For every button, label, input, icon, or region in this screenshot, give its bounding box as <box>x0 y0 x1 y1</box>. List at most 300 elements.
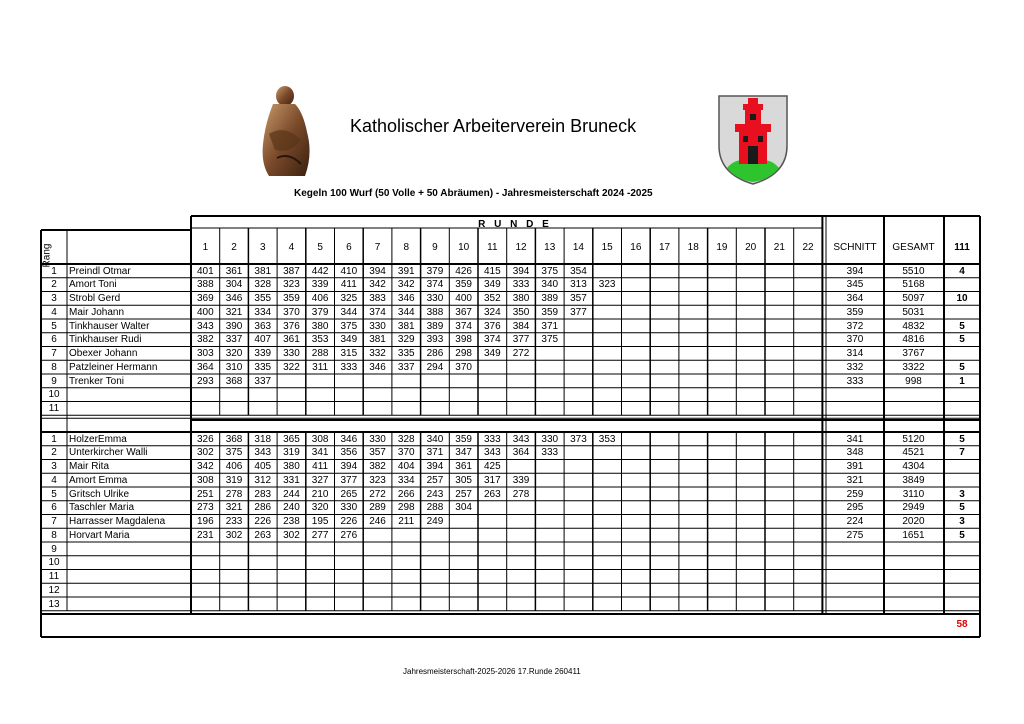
score-cell: 304 <box>455 502 472 514</box>
score-cell: 407 <box>254 334 272 346</box>
gesamt-cell: 3849 <box>902 474 925 486</box>
player-name: Amort Toni <box>69 279 117 291</box>
gesamt-cell: 2949 <box>902 502 925 514</box>
gesamt-header: GESAMT <box>892 242 935 253</box>
score-cell: 308 <box>311 433 329 445</box>
score-cell: 298 <box>455 348 472 359</box>
round-header-12: 12 <box>515 242 527 253</box>
score-cell: 389 <box>426 320 444 332</box>
player-name: Tinkhauser Walter <box>69 320 150 332</box>
rank-cell: 10 <box>48 389 60 401</box>
points-cell: 4 <box>959 265 965 277</box>
score-cell: 359 <box>283 293 300 304</box>
rank-cell: 9 <box>51 543 57 555</box>
round-header-5: 5 <box>317 242 323 253</box>
score-cell: 238 <box>283 516 300 527</box>
score-cell: 337 <box>254 375 272 387</box>
score-cell: 343 <box>254 447 272 459</box>
score-cell: 302 <box>283 529 300 541</box>
player-name: Obexer Johann <box>69 348 138 359</box>
rank-cell: 2 <box>51 279 57 291</box>
score-cell: 283 <box>254 488 272 500</box>
rank-cell: 1 <box>51 433 57 445</box>
score-cell: 342 <box>369 279 386 291</box>
score-cell: 355 <box>254 293 272 304</box>
score-cell: 226 <box>254 516 272 527</box>
score-cell: 272 <box>512 348 530 359</box>
score-cell: 375 <box>340 320 358 332</box>
score-cell: 249 <box>426 516 444 527</box>
score-cell: 400 <box>197 306 214 318</box>
score-cell: 315 <box>340 348 358 359</box>
score-cell: 349 <box>484 348 501 359</box>
score-cell: 276 <box>340 529 358 541</box>
score-cell: 376 <box>283 320 300 332</box>
score-cell: 263 <box>484 488 501 500</box>
rank-cell: 2 <box>51 447 57 459</box>
grand-total-points: 58 <box>956 619 968 630</box>
score-cell: 294 <box>426 361 444 373</box>
schnitt-cell: 295 <box>846 502 864 514</box>
score-cell: 233 <box>225 516 243 527</box>
score-cell: 391 <box>397 265 415 277</box>
score-cell: 368 <box>225 433 243 445</box>
score-cell: 374 <box>484 334 501 346</box>
score-cell: 361 <box>455 461 472 472</box>
score-cell: 195 <box>311 516 329 527</box>
score-cell: 321 <box>225 502 243 514</box>
score-cell: 390 <box>225 320 243 332</box>
points-cell: 5 <box>959 529 965 541</box>
score-cell: 293 <box>197 375 214 387</box>
score-cell: 330 <box>426 293 444 304</box>
round-header-18: 18 <box>687 242 699 253</box>
score-cell: 374 <box>369 306 386 318</box>
score-cell: 340 <box>541 279 559 291</box>
score-cell: 388 <box>197 279 214 291</box>
points-cell: 3 <box>959 516 965 527</box>
player-name: Taschler Maria <box>69 502 135 514</box>
score-cell: 375 <box>541 334 559 346</box>
schnitt-cell: 314 <box>846 348 864 359</box>
player-name: Gritsch Ulrike <box>69 488 130 500</box>
round-header-1: 1 <box>202 242 209 253</box>
player-name: Patzleiner Hermann <box>69 361 158 373</box>
round-header-17: 17 <box>658 242 671 253</box>
score-cell: 388 <box>426 306 444 318</box>
score-cell: 328 <box>254 279 272 291</box>
score-cell: 337 <box>225 334 243 346</box>
score-cell: 426 <box>455 265 472 277</box>
schnitt-header: SCHNITT <box>833 242 877 253</box>
score-cell: 278 <box>512 488 530 500</box>
gesamt-cell: 4304 <box>902 461 925 472</box>
score-cell: 257 <box>455 488 472 500</box>
score-cell: 379 <box>311 306 329 318</box>
score-cell: 425 <box>484 461 501 472</box>
round-header-16: 16 <box>630 242 642 253</box>
score-cell: 273 <box>197 502 214 514</box>
points-cell: 10 <box>956 293 968 304</box>
score-cell: 379 <box>426 265 444 277</box>
score-cell: 342 <box>197 461 214 472</box>
rank-cell: 6 <box>51 334 57 346</box>
score-cell: 346 <box>369 361 386 373</box>
score-cell: 346 <box>225 293 243 304</box>
score-cell: 380 <box>283 461 300 472</box>
points-cell: 5 <box>959 433 965 445</box>
score-cell: 405 <box>254 461 272 472</box>
rank-cell: 11 <box>48 403 60 414</box>
score-cell: 312 <box>254 474 272 486</box>
score-cell: 341 <box>311 447 329 459</box>
schnitt-cell: 348 <box>846 447 864 459</box>
score-cell: 331 <box>283 474 300 486</box>
score-cell: 394 <box>426 461 444 472</box>
schnitt-cell: 372 <box>846 320 864 332</box>
score-cell: 375 <box>225 447 243 459</box>
round-header-20: 20 <box>745 242 757 253</box>
score-cell: 320 <box>225 348 243 359</box>
score-cell: 288 <box>426 502 444 514</box>
schnitt-cell: 321 <box>846 474 864 486</box>
score-cell: 339 <box>311 279 329 291</box>
score-cell: 364 <box>197 361 214 373</box>
score-cell: 357 <box>369 447 386 459</box>
score-cell: 302 <box>197 447 214 459</box>
rank-cell: 5 <box>51 488 57 500</box>
gesamt-cell: 5097 <box>902 293 925 304</box>
score-cell: 319 <box>283 447 300 459</box>
score-cell: 339 <box>512 474 530 486</box>
round-header-10: 10 <box>458 242 470 253</box>
score-cell: 370 <box>283 306 300 318</box>
schnitt-cell: 332 <box>846 361 864 373</box>
points-cell: 5 <box>959 334 965 346</box>
round-header-19: 19 <box>716 242 728 253</box>
score-cell: 340 <box>426 433 444 445</box>
score-cell: 406 <box>311 293 329 304</box>
score-cell: 367 <box>455 306 472 318</box>
score-cell: 303 <box>197 348 214 359</box>
score-cell: 369 <box>197 293 214 304</box>
score-cell: 352 <box>484 293 501 304</box>
page-title: Katholischer Arbeiterverein Bruneck <box>350 116 637 136</box>
score-cell: 415 <box>484 265 501 277</box>
rank-cell: 5 <box>51 320 57 332</box>
score-cell: 346 <box>397 293 415 304</box>
score-cell: 400 <box>455 293 472 304</box>
score-cell: 356 <box>340 447 358 459</box>
score-cell: 339 <box>254 348 272 359</box>
score-cell: 334 <box>397 474 415 486</box>
rank-cell: 3 <box>51 461 57 472</box>
round-header-22: 22 <box>802 242 814 253</box>
score-cell: 389 <box>541 293 559 304</box>
score-cell: 406 <box>225 461 243 472</box>
score-cell: 265 <box>340 488 358 500</box>
gesamt-cell: 5168 <box>902 279 925 291</box>
gesamt-cell: 998 <box>905 375 922 387</box>
round-header-21: 21 <box>773 242 785 253</box>
gesamt-cell: 1651 <box>902 529 925 541</box>
score-cell: 364 <box>512 447 530 459</box>
rank-cell: 6 <box>51 502 57 514</box>
rank-cell: 8 <box>51 529 57 541</box>
score-cell: 298 <box>397 502 415 514</box>
score-cell: 333 <box>340 361 358 373</box>
gesamt-cell: 5031 <box>902 306 925 318</box>
rank-cell: 9 <box>51 375 57 387</box>
score-cell: 374 <box>455 320 472 332</box>
score-cell: 359 <box>541 306 559 318</box>
round-header-8: 8 <box>403 242 410 253</box>
score-cell: 288 <box>311 348 329 359</box>
score-cell: 401 <box>197 265 214 277</box>
score-cell: 368 <box>225 375 243 387</box>
runde-label: R U N D E <box>478 219 552 230</box>
score-cell: 371 <box>541 320 559 332</box>
round-header-9: 9 <box>432 242 438 253</box>
gesamt-cell: 3767 <box>902 348 925 359</box>
score-cell: 211 <box>398 516 415 527</box>
score-cell: 231 <box>197 529 214 541</box>
score-cell: 304 <box>225 279 243 291</box>
score-cell: 330 <box>369 433 386 445</box>
score-cell: 333 <box>541 447 559 459</box>
gesamt-cell: 2020 <box>902 516 925 527</box>
rank-cell: 11 <box>48 571 60 582</box>
rank-cell: 12 <box>48 584 60 596</box>
score-cell: 381 <box>397 320 415 332</box>
rank-cell: 4 <box>51 306 57 318</box>
gesamt-cell: 5510 <box>902 265 925 277</box>
score-cell: 246 <box>369 516 386 527</box>
gesamt-cell: 3110 <box>902 488 925 500</box>
score-cell: 344 <box>340 306 358 318</box>
score-cell: 349 <box>484 279 501 291</box>
schnitt-cell: 370 <box>846 334 864 346</box>
score-cell: 196 <box>197 516 214 527</box>
round-header-11: 11 <box>487 242 498 253</box>
score-cell: 327 <box>311 474 329 486</box>
round-header-14: 14 <box>572 242 584 253</box>
score-cell: 334 <box>254 306 272 318</box>
points-cell: 5 <box>959 320 965 332</box>
player-name: Preindl Otmar <box>69 265 131 277</box>
schnitt-cell: 359 <box>846 306 864 318</box>
score-cell: 398 <box>455 334 472 346</box>
score-cell: 308 <box>197 474 214 486</box>
player-name: Unterkircher Walli <box>69 447 148 459</box>
score-cell: 324 <box>484 306 501 318</box>
score-cell: 335 <box>397 348 415 359</box>
score-cell: 330 <box>340 502 358 514</box>
score-cell: 342 <box>397 279 415 291</box>
score-cell: 266 <box>397 488 415 500</box>
score-cell: 387 <box>283 265 300 277</box>
score-cell: 363 <box>254 320 272 332</box>
score-cell: 381 <box>369 334 386 346</box>
score-cell: 377 <box>340 474 358 486</box>
score-cell: 317 <box>484 474 501 486</box>
player-name: Mair Rita <box>69 461 110 472</box>
score-cell: 376 <box>484 320 501 332</box>
score-cell: 289 <box>369 502 386 514</box>
gesamt-cell: 5120 <box>902 433 925 445</box>
score-cell: 305 <box>455 474 472 486</box>
score-cell: 257 <box>426 474 444 486</box>
points-cell: 7 <box>959 447 965 459</box>
player-name: HolzerEmma <box>69 433 127 445</box>
score-cell: 394 <box>340 461 358 472</box>
score-cell: 311 <box>312 361 329 373</box>
score-cell: 410 <box>340 265 358 277</box>
score-cell: 337 <box>397 361 415 373</box>
score-cell: 404 <box>397 461 415 472</box>
score-cell: 323 <box>598 279 616 291</box>
score-cell: 393 <box>426 334 444 346</box>
gesamt-cell: 4816 <box>902 334 925 346</box>
player-name: Trenker Toni <box>69 375 125 387</box>
score-cell: 374 <box>426 279 444 291</box>
rank-cell: 10 <box>48 557 60 569</box>
rank-cell: 8 <box>51 361 57 373</box>
score-cell: 371 <box>426 447 444 459</box>
score-cell: 377 <box>512 334 530 346</box>
schnitt-cell: 391 <box>846 461 864 472</box>
score-cell: 333 <box>484 433 501 445</box>
score-cell: 244 <box>283 488 300 500</box>
score-cell: 370 <box>455 361 472 373</box>
score-cell: 394 <box>369 265 386 277</box>
points-cell: 5 <box>959 502 965 514</box>
schnitt-cell: 333 <box>846 375 864 387</box>
gesamt-cell: 3322 <box>902 361 925 373</box>
score-cell: 349 <box>340 334 358 346</box>
round-header-2: 2 <box>231 242 237 253</box>
score-cell: 381 <box>254 265 272 277</box>
rank-cell: 13 <box>48 598 60 610</box>
gesamt-cell: 4832 <box>902 320 925 332</box>
rank-cell: 3 <box>51 293 57 304</box>
score-cell: 346 <box>340 433 358 445</box>
score-cell: 343 <box>197 320 214 332</box>
score-cell: 333 <box>512 279 530 291</box>
score-cell: 322 <box>283 361 300 373</box>
score-cell: 353 <box>598 433 616 445</box>
score-cell: 210 <box>311 488 329 500</box>
rank-cell: 7 <box>51 516 57 527</box>
score-cell: 373 <box>570 433 587 445</box>
player-name: Harrasser Magdalena <box>69 516 166 527</box>
rank-cell: 4 <box>51 474 57 486</box>
score-cell: 319 <box>225 474 243 486</box>
score-cell: 240 <box>283 502 300 514</box>
score-cell: 394 <box>512 265 530 277</box>
score-cell: 411 <box>312 461 329 472</box>
score-cell: 357 <box>570 293 587 304</box>
score-cell: 325 <box>340 293 358 304</box>
points-cell: 1 <box>959 375 965 387</box>
score-cell: 361 <box>283 334 300 346</box>
score-cell: 278 <box>225 488 243 500</box>
rank-cell: 7 <box>51 348 57 359</box>
player-name: Amort Emma <box>69 474 128 486</box>
score-cell: 263 <box>254 529 272 541</box>
round-header-7: 7 <box>374 242 381 253</box>
score-cell: 286 <box>254 502 272 514</box>
score-cell: 272 <box>369 488 386 500</box>
score-cell: 442 <box>311 265 329 277</box>
score-cell: 251 <box>197 488 214 500</box>
score-cell: 321 <box>225 306 243 318</box>
score-cell: 359 <box>455 433 472 445</box>
score-cell: 377 <box>570 306 587 318</box>
round-header-13: 13 <box>544 242 556 253</box>
points-cell: 3 <box>959 488 965 500</box>
score-cell: 375 <box>541 265 559 277</box>
schnitt-cell: 259 <box>846 488 864 500</box>
score-cell: 243 <box>426 488 444 500</box>
score-cell: 384 <box>512 320 530 332</box>
schnitt-cell: 224 <box>846 516 864 527</box>
score-cell: 323 <box>283 279 300 291</box>
score-cell: 330 <box>541 433 559 445</box>
score-cell: 380 <box>512 293 530 304</box>
score-cell: 343 <box>512 433 530 445</box>
points-header: 111 <box>954 242 970 253</box>
schnitt-cell: 275 <box>846 529 864 541</box>
score-cell: 382 <box>369 461 386 472</box>
score-cell: 354 <box>570 265 587 277</box>
schnitt-cell: 341 <box>846 433 864 445</box>
schnitt-cell: 364 <box>846 293 864 304</box>
score-cell: 310 <box>225 361 243 373</box>
rang-label: Rang <box>41 243 53 268</box>
score-cell: 329 <box>397 334 415 346</box>
footer-text: Jahresmeisterschaft-2025-2026 17.Runde 260411 <box>403 667 581 676</box>
score-cell: 328 <box>397 433 415 445</box>
score-cell: 383 <box>369 293 386 304</box>
round-header-6: 6 <box>346 242 352 253</box>
score-cell: 226 <box>340 516 358 527</box>
score-cell: 320 <box>311 502 329 514</box>
score-cell: 347 <box>455 447 472 459</box>
score-cell: 343 <box>484 447 501 459</box>
player-name: Mair Johann <box>69 306 125 318</box>
score-cell: 370 <box>397 447 415 459</box>
player-name: Strobl Gerd <box>69 293 121 304</box>
score-cell: 286 <box>426 348 444 359</box>
score-cell: 330 <box>283 348 300 359</box>
rank-cell: 1 <box>51 265 57 277</box>
score-cell: 382 <box>197 334 214 346</box>
score-cell: 350 <box>512 306 530 318</box>
score-cell: 344 <box>397 306 415 318</box>
score-cell: 330 <box>369 320 386 332</box>
schnitt-cell: 394 <box>846 265 864 277</box>
score-cell: 411 <box>340 279 357 291</box>
player-name: Tinkhauser Rudi <box>69 334 142 346</box>
score-cell: 313 <box>570 279 587 291</box>
points-cell: 5 <box>959 361 965 373</box>
player-name: Horvart Maria <box>69 529 130 541</box>
score-cell: 277 <box>311 529 329 541</box>
gesamt-cell: 4521 <box>902 447 925 459</box>
score-cell: 332 <box>369 348 386 359</box>
score-cell: 353 <box>311 334 329 346</box>
